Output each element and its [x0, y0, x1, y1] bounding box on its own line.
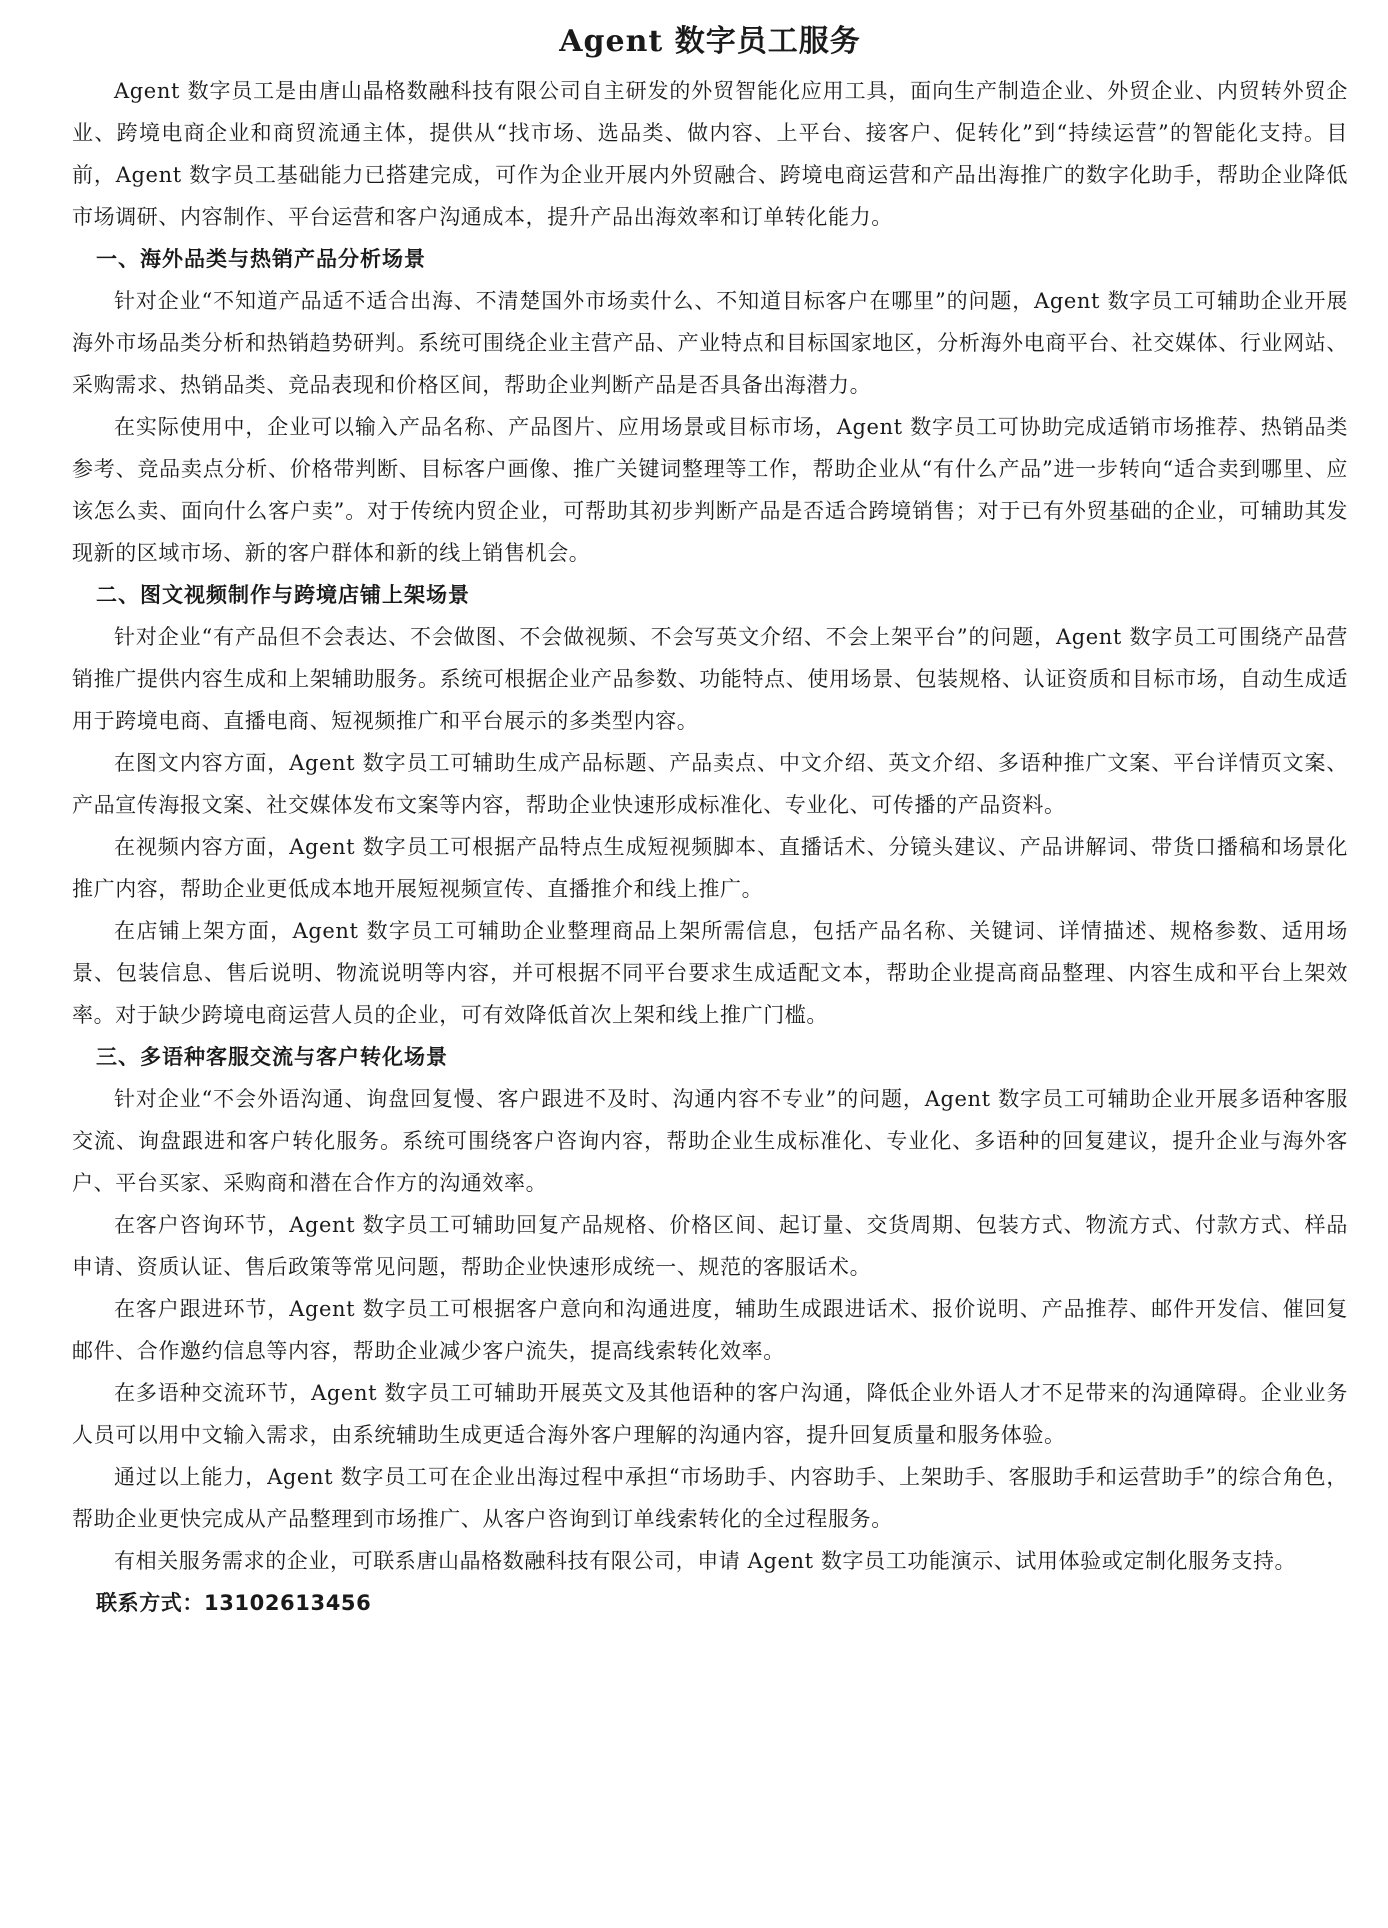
section-3-paragraph-5: 通过以上能力，Agent 数字员工可在企业出海过程中承担“市场助手、内容助手、上架助手、客服助手和运营助手”的综合角色，帮助企业更快完成从产品整理到市场推广、从客户咨询到订单线索转化的全过程服务。 — [72, 1465, 1348, 1531]
section-1-paragraph-2: 在实际使用中，企业可以输入产品名称、产品图片、应用场景或目标市场，Agent 数字员工可协助完成适销市场推荐、热销品类参考、竞品卖点分析、价格带判断、目标客户画像、推广关键词整理等工作，帮助企业从“有什么产品”进一步转向“适合卖到哪里、应该怎么卖、面向什么客户卖”。对于传统内贸企业，可帮助其初步判断产品是否适合跨境销售；对于已有外贸基础的企业，可辅助其发现新的区域市场、新的客户群体和新的线上销售机会。 — [72, 415, 1348, 565]
section-3-paragraph-1: 针对企业“不会外语沟通、询盘回复慢、客户跟进不及时、沟通内容不专业”的问题，Agent 数字员工可辅助企业开展多语种客服交流、询盘跟进和客户转化服务。系统可围绕客户咨询内容，帮助企业生成标准化、专业化、多语种的回复建议，提升企业与海外客户、平台买家、采购商和潜在合作方的沟通效率。 — [72, 1087, 1348, 1195]
section-3-paragraph-2: 在客户咨询环节，Agent 数字员工可辅助回复产品规格、价格区间、起订量、交货周期、包装方式、物流方式、付款方式、样品申请、资质认证、售后政策等常见问题，帮助企业快速形成统一、规范的客服话术。 — [72, 1213, 1348, 1279]
section-1-paragraph-1: 针对企业“不知道产品适不适合出海、不清楚国外市场卖什么、不知道目标客户在哪里”的问题，Agent 数字员工可辅助企业开展海外市场品类分析和热销趋势研判。系统可围绕企业主营产品、产业特点和目标国家地区，分析海外电商平台、社交媒体、行业网站、采购需求、热销品类、竞品表现和价格区间，帮助企业判断产品是否具备出海潜力。 — [72, 289, 1348, 397]
section-1-heading: 一、海外品类与热销产品分析场景 — [96, 247, 426, 271]
section-3-paragraph-6: 有相关服务需求的企业，可联系唐山晶格数融科技有限公司，申请 Agent 数字员工功能演示、试用体验或定制化服务支持。 — [114, 1549, 1297, 1573]
document-title: Agent 数字员工服务 — [559, 24, 861, 59]
section-3-paragraph-3: 在客户跟进环节，Agent 数字员工可根据客户意向和沟通进度，辅助生成跟进话术、报价说明、产品推荐、邮件开发信、催回复邮件、合作邀约信息等内容，帮助企业减少客户流失，提高线索转化效率。 — [72, 1297, 1348, 1363]
section-2-heading: 二、图文视频制作与跨境店铺上架场景 — [96, 583, 470, 607]
section-2-paragraph-3: 在视频内容方面，Agent 数字员工可根据产品特点生成短视频脚本、直播话术、分镜头建议、产品讲解词、带货口播稿和场景化推广内容，帮助企业更低成本地开展短视频宣传、直播推介和线上推广。 — [72, 835, 1348, 901]
intro-paragraph: Agent 数字员工是由唐山晶格数融科技有限公司自主研发的外贸智能化应用工具，面向生产制造企业、外贸企业、内贸转外贸企业、跨境电商企业和商贸流通主体，提供从“找市场、选品类、做内容、上平台、接客户、促转化”到“持续运营”的智能化支持。目前，Agent 数字员工基础能力已搭建完成，可作为企业开展内外贸融合、跨境电商运营和产品出海推广的数字化助手，帮助企业降低市场调研、内容制作、平台运营和客户沟通成本，提升产品出海效率和订单转化能力。 — [72, 79, 1348, 229]
section-3-paragraph-4: 在多语种交流环节，Agent 数字员工可辅助开展英文及其他语种的客户沟通，降低企业外语人才不足带来的沟通障碍。企业业务人员可以用中文输入需求，由系统辅助生成更适合海外客户理解的沟通内容，提升回复质量和服务体验。 — [72, 1381, 1348, 1447]
section-3-heading: 三、多语种客服交流与客户转化场景 — [96, 1045, 448, 1069]
section-2-paragraph-4: 在店铺上架方面，Agent 数字员工可辅助企业整理商品上架所需信息，包括产品名称、关键词、详情描述、规格参数、适用场景、包装信息、售后说明、物流说明等内容，并可根据不同平台要求生成适配文本，帮助企业提高商品整理、内容生成和平台上架效率。对于缺少跨境电商运营人员的企业，可有效降低首次上架和线上推广门槛。 — [72, 919, 1348, 1027]
section-2-paragraph-2: 在图文内容方面，Agent 数字员工可辅助生成产品标题、产品卖点、中文介绍、英文介绍、多语种推广文案、平台详情页文案、产品宣传海报文案、社交媒体发布文案等内容，帮助企业快速形成标准化、专业化、可传播的产品资料。 — [72, 751, 1348, 817]
section-2-paragraph-1: 针对企业“有产品但不会表达、不会做图、不会做视频、不会写英文介绍、不会上架平台”的问题，Agent 数字员工可围绕产品营销推广提供内容生成和上架辅助服务。系统可根据企业产品参数、功能特点、使用场景、包装规格、认证资质和目标市场，自动生成适用于跨境电商、直播电商、短视频推广和平台展示的多类型内容。 — [72, 625, 1348, 733]
contact-info: 联系方式：13102613456 — [96, 1591, 372, 1615]
